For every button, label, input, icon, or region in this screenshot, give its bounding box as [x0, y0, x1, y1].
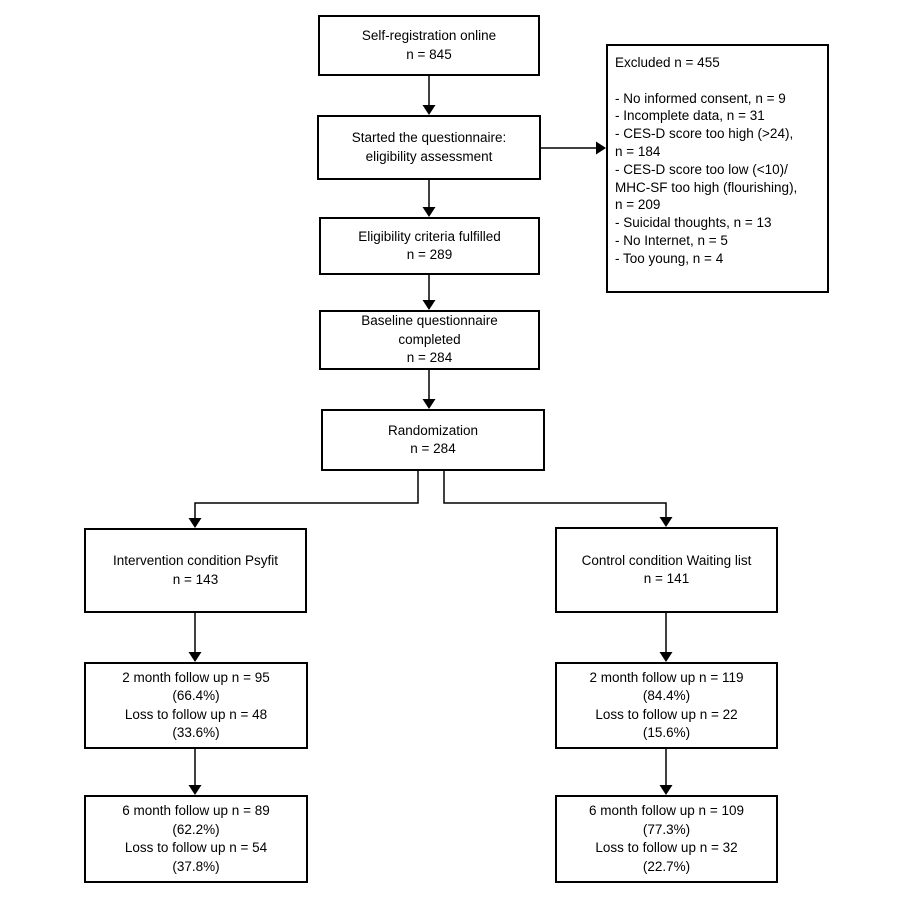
connector-randomization-to-control	[444, 471, 666, 519]
box-excluded	[606, 44, 829, 293]
box-text-line: (37.8%)	[172, 858, 220, 874]
box-text-line: Intervention condition Psyfit	[112, 553, 279, 568]
box-text-line: n = 284	[406, 350, 453, 366]
box-text-line: n = 289	[406, 247, 453, 262]
box-text-line: (33.6%)	[172, 725, 220, 740]
box-control-condition	[555, 527, 778, 613]
box-text-line: - Suicidal thoughts, n = 13	[615, 215, 772, 231]
arrowhead	[189, 518, 202, 528]
box-baseline-completed	[319, 310, 540, 370]
box-text-line: Baseline questionnaire	[361, 313, 498, 329]
box-started-questionnaire	[317, 115, 541, 180]
box-text-line: Control condition Waiting list	[581, 552, 752, 568]
box-text-line: Self-registration online	[361, 28, 497, 43]
connector-randomization-to-intervention	[195, 471, 418, 520]
arrowhead	[596, 142, 606, 155]
arrowhead	[189, 652, 202, 662]
arrowhead	[423, 207, 436, 217]
box-text-line: Excluded n = 455	[615, 55, 720, 70]
box-text-line: n = 845	[406, 46, 452, 62]
arrowhead	[660, 785, 673, 795]
box-text-line: completed	[398, 331, 461, 347]
box-intervention-2month	[84, 662, 308, 749]
box-text-line: (22.7%)	[642, 858, 691, 874]
box-text-line: - Too young, n = 4	[615, 250, 724, 266]
box-text-line: (84.4%)	[642, 688, 691, 703]
box-text-line: - CES-D score too low (<10)/	[615, 161, 788, 177]
box-text-line: Eligibility criteria fulfilled	[358, 228, 501, 244]
arrowhead	[423, 105, 436, 115]
box-text-line: 2 month follow up n = 95	[122, 669, 270, 685]
box-text-line: n = 184	[615, 143, 661, 159]
box-text-line: n = 284	[410, 441, 456, 456]
box-text-line: n = 141	[643, 571, 690, 586]
box-text-line: - No informed consent, n = 9	[615, 90, 786, 106]
box-text-line: Loss to follow up n = 54	[124, 840, 268, 855]
arrowhead	[423, 399, 436, 409]
box-text-line: Loss to follow up n = 22	[595, 706, 738, 722]
box-text-line: (62.2%)	[172, 821, 220, 837]
box-text-line: MHC-SF too high (flourishing),	[615, 179, 798, 195]
box-text-line: Started the questionnaire:	[351, 130, 507, 145]
box-text-line: Loss to follow up n = 48	[124, 706, 268, 722]
box-text-line: n = 143	[172, 571, 219, 587]
box-text-line: - CES-D score too high (>24),	[615, 126, 794, 142]
arrowhead	[660, 517, 673, 527]
box-text-line: 6 month follow up n = 89	[122, 803, 270, 818]
box-control-2month	[555, 662, 778, 749]
box-self-registration	[318, 15, 540, 76]
box-intervention-condition	[84, 528, 307, 613]
box-text-line: (66.4%)	[172, 688, 220, 703]
box-eligibility-fulfilled	[319, 217, 540, 275]
box-intervention-6month	[84, 795, 308, 883]
box-text-line: 6 month follow up n = 109	[589, 803, 744, 818]
box-text-line: n = 209	[615, 197, 661, 213]
box-text-line: (15.6%)	[642, 725, 691, 740]
box-text-line: - No Internet, n = 5	[615, 232, 728, 248]
box-randomization	[321, 409, 545, 471]
box-control-6month	[555, 795, 778, 883]
box-text-line: (77.3%)	[642, 821, 691, 837]
box-text-line: Loss to follow up n = 32	[595, 840, 738, 855]
box-text-line: eligibility assessment	[365, 148, 493, 164]
arrowhead	[189, 785, 202, 795]
arrowhead	[423, 300, 436, 310]
arrowhead	[660, 652, 673, 662]
box-text-line: 2 month follow up n = 119	[589, 669, 744, 685]
box-text-line: - Incomplete data, n = 31	[615, 108, 765, 124]
box-text-line: Randomization	[387, 422, 479, 438]
